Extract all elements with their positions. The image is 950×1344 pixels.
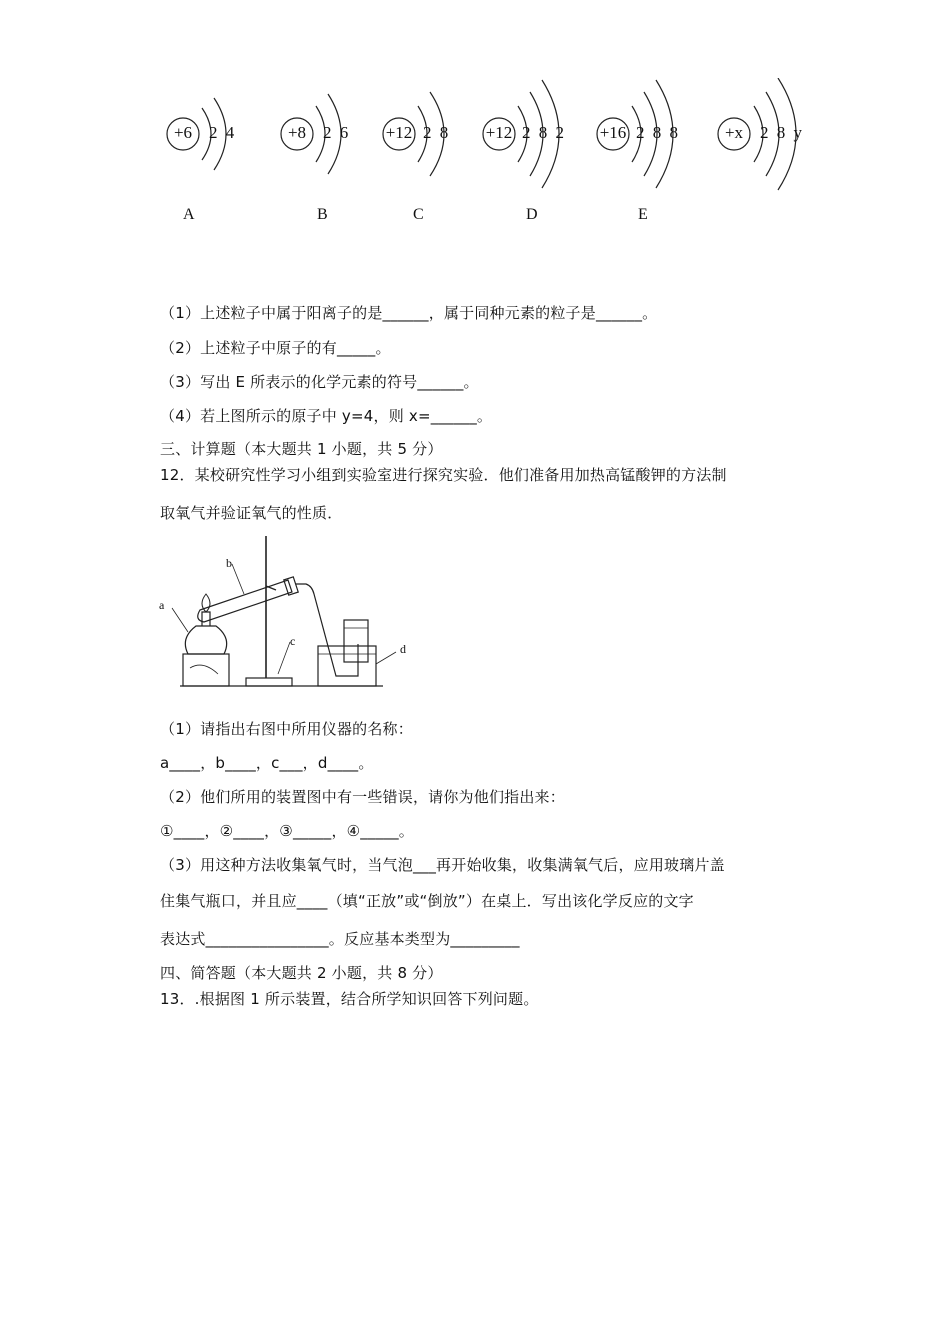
nucleus-charge: +x	[724, 123, 744, 142]
label-a: a	[159, 598, 165, 612]
nucleus-charge: +12	[485, 123, 513, 142]
oxygen-apparatus-figure	[158, 528, 418, 693]
label-d: d	[400, 642, 406, 656]
atom-letter-b: B	[317, 206, 328, 223]
atom-diagram-x	[714, 78, 834, 198]
section-heading-3: 三、计算题（本大题共 1 小题，共 5 分）	[160, 440, 443, 458]
atom-letter-d: D	[526, 206, 538, 223]
nucleus-charge: +6	[173, 123, 193, 142]
q12-part2-blanks: ①____，②____，③_____，④_____。	[160, 822, 414, 840]
section-heading-4: 四、简答题（本大题共 2 小题，共 8 分）	[160, 964, 443, 982]
shell-electrons: 2 8	[423, 123, 451, 142]
atom-letter-c: C	[413, 206, 424, 223]
label-b: b	[226, 556, 232, 570]
lab-apparatus-icon	[158, 528, 418, 693]
q12-stem-line2: 取氧气并验证氧气的性质．	[160, 504, 343, 522]
q11-part4: （4）若上图所示的原子中 y=4，则 x=______。	[160, 407, 493, 425]
shell-electrons: 2 8 8	[636, 123, 680, 142]
q12-part3-line3: 表达式________________。反应基本类型为_________	[160, 930, 520, 948]
q12-part2: （2）他们所用的装置图中有一些错误，请你为他们指出来：	[160, 788, 565, 806]
nucleus-charge: +12	[385, 123, 413, 142]
label-c: c	[290, 634, 296, 648]
shell-electrons: 2 6	[323, 123, 351, 142]
q12-stem-line1: 12．某校研究性学习小组到实验室进行探究实验．他们准备用加热高锰酸钾的方法制	[160, 466, 727, 484]
q12-part3-line1: （3）用这种方法收集氧气时，当气泡___再开始收集，收集满氧气后，应用玻璃片盖	[160, 856, 725, 874]
q11-part3: （3）写出 E 所表示的化学元素的符号______。	[160, 373, 479, 391]
atom-diagram-e	[594, 78, 714, 198]
nucleus-charge: +8	[287, 123, 307, 142]
q12-part1: （1）请指出右图中所用仪器的名称：	[160, 720, 413, 738]
shell-electrons: 2 8 y	[760, 123, 804, 142]
atom-letter-e: E	[638, 206, 648, 223]
atom-diagram-d	[480, 78, 600, 198]
q12-part3-line2: 住集气瓶口，并且应____（填“正放”或“倒放”）在桌上．写出该化学反应的文字	[160, 892, 694, 910]
shell-electrons: 2 8 2	[522, 123, 566, 142]
q11-part2: （2）上述粒子中原子的有_____。	[160, 339, 391, 357]
atom-diagram-b	[276, 78, 396, 198]
shell-electrons: 2 4	[209, 123, 237, 142]
nucleus-charge: +16	[599, 123, 627, 142]
atom-letter-a: A	[183, 206, 195, 223]
q12-part1-blanks: a____，b____，c___，d____。	[160, 754, 374, 772]
q13-stem: 13．.根据图 1 所示装置，结合所学知识回答下列问题。	[160, 990, 539, 1008]
atom-diagram-a	[162, 78, 282, 198]
q11-part1: （1）上述粒子中属于阳离子的是______，属于同种元素的粒子是______。	[160, 304, 658, 322]
